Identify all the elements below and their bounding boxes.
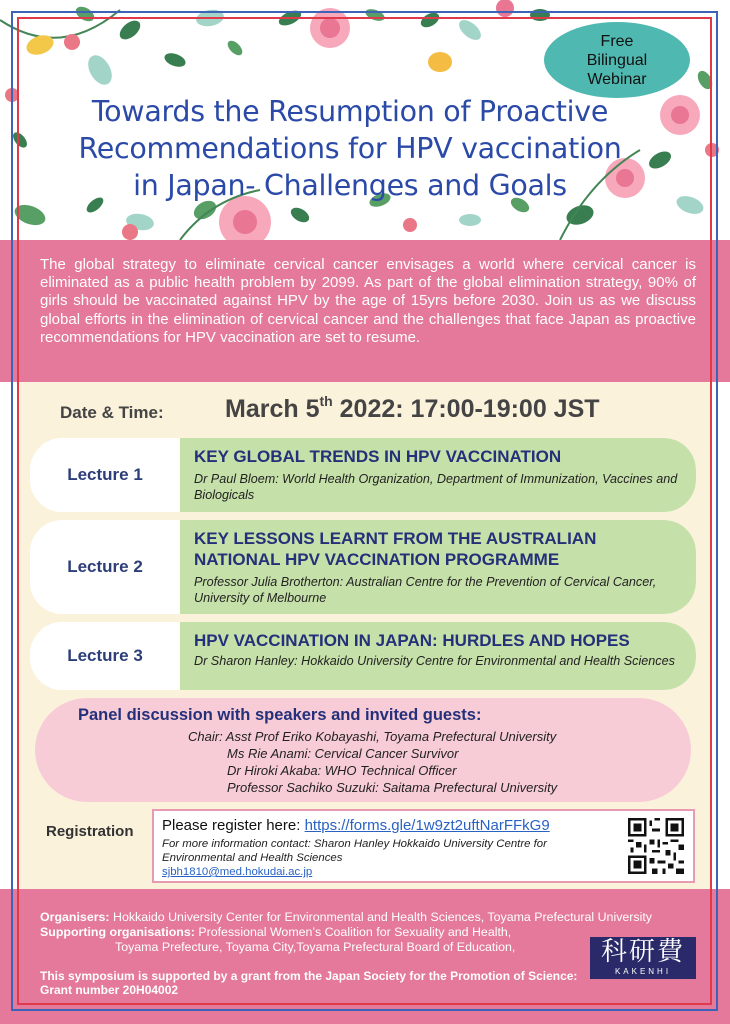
lecture-speaker: Dr Paul Bloem: World Health Organization, Department of Immunization, Vaccines and Biologicals bbox=[194, 472, 678, 502]
registration-link[interactable]: https://forms.gle/1w9zt2uftNarFFkG9 bbox=[304, 817, 550, 834]
supporting-line bbox=[40, 925, 511, 940]
registration-box bbox=[152, 809, 695, 883]
contact-email-link[interactable]: sjbh1810@med.hokudai.ac.jp bbox=[162, 866, 313, 878]
organisers-label: Organisers: bbox=[40, 910, 110, 924]
supporting-line-2: Toyama Prefecture, Toyama City,Toyama Prefectural Board of Education, bbox=[115, 940, 516, 954]
page-title bbox=[30, 93, 670, 204]
badge-line-2: Bilingual bbox=[586, 51, 648, 69]
panel-title: Panel discussion with speakers and invited guests: bbox=[78, 706, 482, 724]
panel-member: Professor Sachiko Suzuki: Saitama Prefectural University bbox=[227, 780, 558, 795]
kakenhi-logo bbox=[590, 937, 696, 979]
grant-line-1: This symposium is supported by a grant from the Japan Society for the Promotion of Science: bbox=[40, 969, 578, 983]
lecture-label: Lecture 1 bbox=[67, 465, 143, 484]
lecture-3 bbox=[30, 622, 696, 690]
lecture-title: HPV VACCINATION IN JAPAN: HURDLES AND HOPES bbox=[194, 631, 630, 650]
kakenhi-logo-sub: KAKENHI bbox=[614, 967, 672, 976]
lecture-1 bbox=[30, 438, 696, 512]
title-line-2: Recommendations for HPV vaccination bbox=[78, 132, 622, 165]
lecture-speaker: Professor Julia Brotherton: Australian Centre for the Prevention of Cervical Cancer, University of Melbourne bbox=[194, 575, 657, 605]
lecture-speaker: Dr Sharon Hanley: Hokkaido University Centre for Environmental and Health Sciences bbox=[194, 654, 675, 668]
floral-header bbox=[0, 0, 730, 240]
badge-line-3: Webinar bbox=[587, 70, 647, 88]
lecture-2 bbox=[30, 520, 696, 614]
intro-text: The global strategy to eliminate cervical cancer envisages a world where cervical cancer is eliminated as a public health problem by 2099. As part of the global elimination strategy, 90% of girls should be vaccinated against HPV by the age of 15yrs before 2030. Join us as we discuss global efforts in the elimination of cervical cancer and the challenges that face Japan as proactive recommendations for HPV vaccination are set to resume. bbox=[40, 256, 696, 346]
lecture-details bbox=[180, 520, 696, 614]
panel-discussion bbox=[35, 698, 691, 802]
date-value bbox=[225, 395, 600, 424]
qr-code-icon[interactable] bbox=[628, 818, 684, 874]
webinar-badge bbox=[544, 22, 690, 98]
contact-info: For more information contact: Sharon Hanley Hokkaido University Centre for Environmental and Health Sciences bbox=[162, 838, 547, 864]
lecture-title: KEY GLOBAL TRENDS IN HPV VACCINATION bbox=[194, 447, 562, 466]
lecture-label: Lecture 2 bbox=[67, 557, 143, 576]
supporting-label: Supporting organisations: bbox=[40, 925, 195, 939]
registration-line bbox=[162, 817, 550, 834]
title-line-1: Towards the Resumption of Proactive bbox=[91, 95, 609, 128]
organisers-line bbox=[40, 910, 652, 925]
title-line-3: in Japan- Challenges and Goals bbox=[133, 169, 567, 202]
panel-chair: Chair: Asst Prof Eriko Kobayashi, Toyama Prefectural University bbox=[188, 729, 557, 744]
badge-line-1: Free bbox=[600, 32, 634, 50]
registration-label: Registration bbox=[46, 823, 134, 840]
lecture-label: Lecture 3 bbox=[67, 646, 143, 665]
panel-member: Ms Rie Anami: Cervical Cancer Survivor bbox=[227, 746, 459, 761]
lecture-details bbox=[180, 622, 696, 690]
grant-line-2: Grant number 20H04002 bbox=[40, 983, 179, 997]
kakenhi-logo-kanji: 科研費 bbox=[600, 937, 685, 967]
date-suffix: th bbox=[319, 393, 333, 409]
lecture-details bbox=[180, 438, 696, 512]
date-label: Date & Time: bbox=[60, 403, 164, 422]
organisers-text: Hokkaido University Center for Environmental and Health Sciences, Toyama Prefectural University bbox=[109, 910, 653, 924]
supporting-text: Professional Women’s Coalition for Sexuality and Health, bbox=[194, 925, 512, 939]
date-time: 2022: 17:00-19:00 JST bbox=[332, 395, 600, 423]
registration-prompt: Please register here: bbox=[162, 817, 305, 834]
lecture-title: KEY LESSONS LEARNT FROM THE AUSTRALIAN NATIONAL HPV VACCINATION PROGRAMME bbox=[194, 529, 597, 569]
panel-member: Dr Hiroki Akaba: WHO Technical Officer bbox=[227, 763, 457, 778]
date-day: March 5 bbox=[225, 395, 320, 423]
